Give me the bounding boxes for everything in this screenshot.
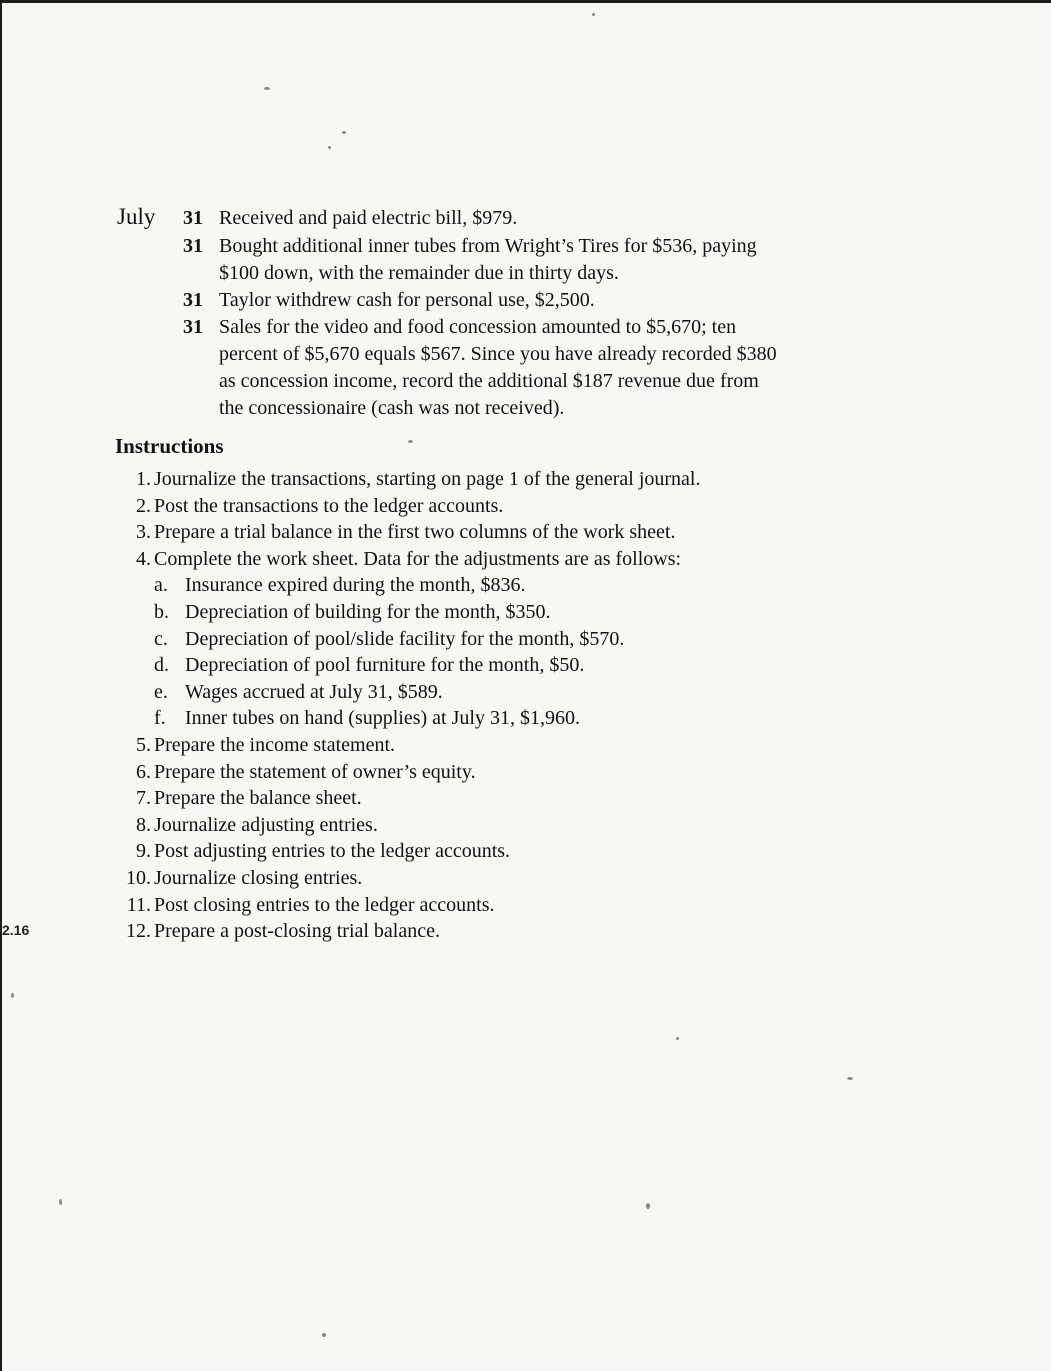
instruction-item xyxy=(115,493,875,520)
instruction-number: 6. xyxy=(136,760,151,783)
instruction-text: Prepare a trial balance in the first two columns of the work sheet. xyxy=(154,521,676,544)
transaction-line: Taylor withdrew cash for personal use, $2,500. xyxy=(219,289,595,311)
transaction-line: the concessionaire (cash was not received). xyxy=(219,397,565,419)
adjustment-letter: f. xyxy=(154,707,166,730)
transaction-day: 31 xyxy=(183,316,203,338)
instruction-number: 4. xyxy=(136,547,151,570)
instruction-item xyxy=(115,519,875,546)
adjustment-letter: e. xyxy=(154,680,168,703)
scan-speck xyxy=(847,1077,853,1080)
instruction-number: 12. xyxy=(126,920,151,943)
instruction-text: Prepare the income statement. xyxy=(154,733,396,756)
transaction-day: 31 xyxy=(183,289,203,311)
instruction-text: Journalize closing entries. xyxy=(154,866,363,889)
transaction-entry xyxy=(183,233,873,287)
adjustment-letter: b. xyxy=(154,600,169,623)
adjustment-text: Inner tubes on hand (supplies) at July 31, $1,960. xyxy=(185,707,580,730)
instructions-heading: Instructions xyxy=(115,434,224,458)
transaction-line: Received and paid electric bill, $979. xyxy=(219,207,518,229)
instruction-number: 1. xyxy=(136,468,151,490)
adjustment-letter: d. xyxy=(154,654,169,677)
adjustment-letter: a. xyxy=(154,574,168,597)
instruction-item xyxy=(115,918,875,945)
instruction-item xyxy=(115,812,875,839)
instruction-item xyxy=(115,466,875,493)
transaction-entry xyxy=(183,205,873,232)
adjustment-item xyxy=(154,599,875,626)
adjustment-item xyxy=(154,679,875,706)
page-number: 2.16 xyxy=(2,922,30,938)
instruction-text: Post closing entries to the ledger accounts. xyxy=(154,893,495,916)
scan-speck xyxy=(342,131,346,134)
transaction-line: Bought additional inner tubes from Wright’s Tires for $536, paying xyxy=(219,235,757,257)
instruction-number: 3. xyxy=(136,521,151,544)
transaction-line: percent of $5,670 equals $567. Since you have already recorded $380 xyxy=(219,343,777,365)
document-page xyxy=(2,3,1051,1371)
instruction-item xyxy=(115,865,875,892)
instruction-text: Post adjusting entries to the ledger accounts. xyxy=(154,840,511,863)
transaction-line: $100 down, with the remainder due in thirty days. xyxy=(219,262,619,284)
transaction-month: July xyxy=(117,204,156,229)
instruction-item xyxy=(115,732,875,759)
instruction-item xyxy=(115,838,875,865)
instruction-text: Prepare the balance sheet. xyxy=(154,787,362,810)
instructions-list xyxy=(115,466,875,945)
adjustment-item xyxy=(154,652,875,679)
transaction-day: 31 xyxy=(183,235,203,257)
scan-speck xyxy=(59,1199,62,1205)
adjustment-item xyxy=(154,705,875,732)
instruction-number: 10. xyxy=(126,866,151,889)
adjustment-letter: c. xyxy=(154,627,168,650)
instruction-text: Complete the work sheet. Data for the adjustments are as follows: xyxy=(154,547,682,570)
instruction-number: 2. xyxy=(136,494,151,517)
scan-speck xyxy=(322,1333,326,1337)
adjustment-text: Depreciation of pool furniture for the month, $50. xyxy=(185,654,585,677)
instruction-text: Prepare a post-closing trial balance. xyxy=(154,920,440,943)
scan-speck xyxy=(408,440,413,443)
adjustment-text: Insurance expired during the month, $836. xyxy=(185,574,526,597)
adjustment-item xyxy=(154,626,875,653)
instruction-number: 11. xyxy=(126,893,151,916)
scan-speck xyxy=(676,1037,679,1040)
scan-speck xyxy=(264,87,270,90)
scan-speck xyxy=(646,1203,650,1209)
instruction-number: 9. xyxy=(136,840,151,863)
instruction-text: Journalize the transactions, starting on page 1 of the general journal. xyxy=(154,468,701,490)
instruction-number: 5. xyxy=(136,733,151,756)
transaction-entry xyxy=(183,287,873,314)
instruction-item xyxy=(115,759,875,786)
instruction-text: Prepare the statement of owner’s equity. xyxy=(154,760,476,783)
transaction-line: Sales for the video and food concession amounted to $5,670; ten xyxy=(219,316,737,338)
transaction-day: 31 xyxy=(183,207,203,229)
instruction-item xyxy=(115,892,875,919)
adjustment-text: Depreciation of building for the month, $350. xyxy=(185,600,551,623)
adjustment-text: Depreciation of pool/slide facility for the month, $570. xyxy=(185,627,625,650)
transaction-line: as concession income, record the additional $187 revenue due from xyxy=(219,370,759,392)
instruction-item xyxy=(115,546,875,732)
adjustments-list xyxy=(154,572,875,732)
scan-speck xyxy=(328,146,331,149)
adjustment-item xyxy=(154,572,875,599)
instruction-item xyxy=(115,785,875,812)
transaction-entry xyxy=(183,314,873,422)
instruction-number: 7. xyxy=(136,787,151,810)
instruction-number: 8. xyxy=(136,813,151,836)
scan-speck xyxy=(592,13,595,16)
scan-speck xyxy=(11,993,14,998)
adjustment-text: Wages accrued at July 31, $589. xyxy=(185,680,443,703)
instruction-text: Post the transactions to the ledger accounts. xyxy=(154,494,504,517)
instruction-text: Journalize adjusting entries. xyxy=(154,813,378,836)
